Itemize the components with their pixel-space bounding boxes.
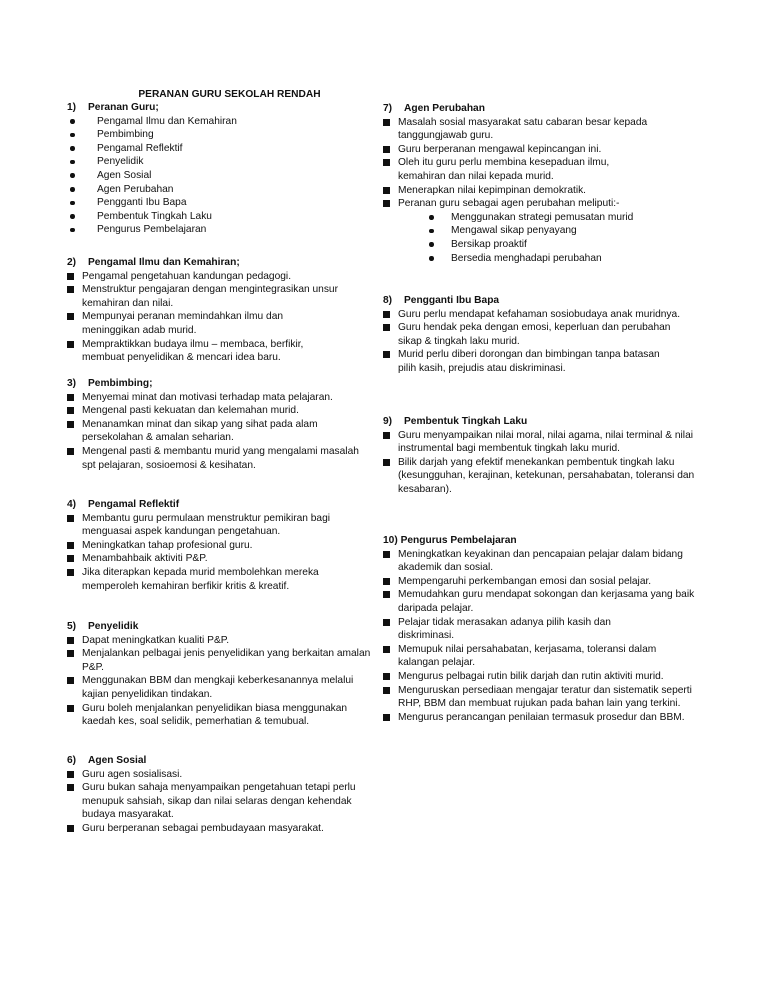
list-item: Mengenal pasti kekuatan dan kelemahan murid. <box>67 404 367 418</box>
list-item: Agen Sosial <box>67 169 367 183</box>
list-item: Menyemai minat dan motivasi terhadap mata pelajaran. <box>67 391 382 405</box>
bullet-icon <box>383 619 390 626</box>
list-item: Menambahbaik aktiviti P&P. <box>67 552 367 566</box>
list-item: Mempunyai peranan memindahkan ilmu dan meninggikan adab murid. <box>67 310 327 337</box>
bullet-icon <box>383 324 390 331</box>
list-item: Pembentuk Tingkah Laku <box>67 210 367 224</box>
bullet-icon <box>67 677 74 684</box>
bullet-icon <box>383 646 390 653</box>
list-item: Dapat meningkatkan kualiti P&P. <box>67 634 367 648</box>
list-item: Meningkatkan keyakinan dan pencapaian pelajar dalam bidang akademik dan sosial. <box>383 548 698 575</box>
bullet-icon <box>383 351 390 358</box>
list-item: Menguruskan persediaan mengajar teratur dan sistematik seperti RHP, BBM dan membuat rujukan pada bahan lain yang terkini. <box>383 684 698 711</box>
list-item: Mempraktikkan budaya ilmu – membaca, berfikir, membuat penyelidikan & mencari idea baru. <box>67 338 344 365</box>
list-item: Guru agen sosialisasi. <box>67 768 367 782</box>
list-item: Guru hendak peka dengan emosi, keperluan dan perubahan sikap & tingkah laku murid. <box>383 321 673 348</box>
bullet-icon <box>67 515 74 522</box>
section-peranan-guru <box>67 101 367 237</box>
bullet-icon <box>383 714 390 721</box>
list-item: Menanamkan minat dan sikap yang sihat pada alam persekolahan & amalan seharian. <box>67 418 362 445</box>
bullet-icon <box>383 159 390 166</box>
list-item: Guru berperanan sebagai pembudayaan masyarakat. <box>67 822 382 836</box>
section-heading: 7) Agen Perubahan <box>383 103 485 114</box>
bullet-icon <box>67 286 74 293</box>
bullet-icon <box>383 187 390 194</box>
section-heading: 8) Pengganti Ibu Bapa <box>383 295 500 306</box>
bullet-icon <box>383 673 390 680</box>
bullet-icon <box>67 705 74 712</box>
page-title: PERANAN GURU SEKOLAH RENDAH <box>138 89 321 100</box>
section-pembimbing <box>67 377 367 472</box>
bullet-icon <box>70 228 75 233</box>
list-item: Pengganti Ibu Bapa <box>67 196 367 210</box>
bullet-icon <box>67 542 74 549</box>
bullet-icon <box>429 256 434 261</box>
list-item: Mempengaruhi perkembangan emosi dan sosial pelajar. <box>383 575 668 589</box>
section-heading: 2) Pengamal Ilmu dan Kemahiran; <box>67 257 240 268</box>
section-pembentuk-tingkah-laku <box>383 415 695 497</box>
list-item: Pengurus Pembelajaran <box>67 223 367 237</box>
list-item: Penyelidik <box>67 155 367 169</box>
bullet-icon <box>383 591 390 598</box>
list-item: Menjalankan pelbagai jenis penyelidikan yang berkaitan amalan P&P. <box>67 647 382 674</box>
list-item: Guru bukan sahaja menyampaikan pengetahuan tetapi perlu menupuk sahsiah, sikap dan nilai selaras dengan kehendak budaya masyarakat. <box>67 781 378 822</box>
bullet-icon <box>383 200 390 207</box>
list-item: Memupuk nilai persahabatan, kerjasama, toleransi dalam kalangan pelajar. <box>383 643 678 670</box>
bullet-icon <box>67 313 74 320</box>
bullet-icon <box>67 555 74 562</box>
list-item: Agen Perubahan <box>67 183 367 197</box>
section-agen-perubahan <box>383 102 683 265</box>
bullet-icon <box>70 160 75 165</box>
list-item: Guru perlu mendapat kefahaman sosiobudaya anak muridnya. <box>383 308 698 322</box>
list-item: Murid perlu diberi dorongan dan bimbingan tanpa batasan pilih kasih, prejudis atau diskriminasi. <box>383 348 673 375</box>
bullet-icon <box>383 432 390 439</box>
section-heading: 4) Pengamal Reflektif <box>67 499 180 510</box>
list-item: Mengenal pasti & membantu murid yang mengalami masalah spt pelajaran, sosioemosi & kesihatan. <box>67 445 364 472</box>
section-heading: 5) Penyelidik <box>67 621 139 632</box>
list-item: Menstruktur pengajaran dengan mengintegrasikan unsur kemahiran dan nilai. <box>67 283 342 310</box>
bullet-icon <box>70 214 75 219</box>
bullet-icon <box>70 133 75 138</box>
section-pengganti-ibu-bapa <box>383 294 683 376</box>
bullet-icon <box>429 215 434 220</box>
bullet-icon <box>383 578 390 585</box>
list-item: Guru menyampaikan nilai moral, nilai agama, nilai terminal & nilai instrumental bagi membentuk tingkah laku murid. <box>383 429 698 456</box>
list-item: Pelajar tidak merasakan adanya pilih kasih dan diskriminasi. <box>383 616 668 643</box>
list-item: Masalah sosial masyarakat satu cabaran besar kepada tanggungjawab guru. <box>383 116 698 143</box>
list-item: Pengamal Reflektif <box>67 142 367 156</box>
list-item: Memudahkan guru mendapat sokongan dan kerjasama yang baik daripada pelajar. <box>383 588 698 615</box>
bullet-icon <box>67 771 74 778</box>
list-item: Menerapkan nilai kepimpinan demokratik. <box>383 184 683 198</box>
list-item: Meningkatkan tahap profesional guru. <box>67 539 367 553</box>
bullet-icon <box>67 407 74 414</box>
bullet-icon <box>383 459 390 466</box>
list-item: Menggunakan BBM dan mengkaji keberkesanannya melalui kajian penyelidikan tindakan. <box>67 674 372 701</box>
section-heading: 3) Pembimbing; <box>67 378 153 389</box>
bullet-icon <box>67 448 74 455</box>
bullet-icon <box>70 119 75 124</box>
sub-list-item: Bersikap proaktif <box>383 238 683 252</box>
bullet-icon <box>70 187 75 192</box>
bullet-icon <box>383 551 390 558</box>
section-pengamal-reflektif <box>67 498 367 593</box>
section-heading: 6) Agen Sosial <box>67 755 147 766</box>
bullet-icon <box>383 146 390 153</box>
list-item: Peranan guru sebagai agen perubahan meliputi:- <box>383 197 683 211</box>
bullet-icon <box>67 341 74 348</box>
bullet-icon <box>429 242 434 247</box>
bullet-icon <box>383 119 390 126</box>
list-item: Mengurus pelbagai rutin bilik darjah dan rutin aktiviti murid. <box>383 670 698 684</box>
list-item: Oleh itu guru perlu membina kesepaduan ilmu, kemahiran dan nilai kepada murid. <box>383 156 653 183</box>
list-item: Guru berperanan mengawal kepincangan ini. <box>383 143 683 157</box>
section-heading: 1) Peranan Guru; <box>67 102 159 113</box>
bullet-icon <box>70 146 75 151</box>
list-item: Pembimbing <box>67 128 367 142</box>
sub-list-item: Menggunakan strategi pemusatan murid <box>383 211 683 225</box>
sub-list-item: Bersedia menghadapi perubahan <box>383 252 683 266</box>
list-item: Pengamal Ilmu dan Kemahiran <box>67 115 367 129</box>
list-item: Jika diterapkan kepada murid membolehkan mereka memperoleh kemahiran berfikir kritis & kreatif. <box>67 566 362 593</box>
list-item: Bilik darjah yang efektif menekankan pembentuk tingkah laku (kesungguhan, kerajinan, ketekunan, persahabatan, toleransi dan kesabaran). <box>383 456 698 497</box>
bullet-icon <box>67 394 74 401</box>
section-heading: 10) Pengurus Pembelajaran <box>383 535 517 546</box>
bullet-icon <box>67 637 74 644</box>
bullet-icon <box>67 421 74 428</box>
bullet-icon <box>383 311 390 318</box>
bullet-icon <box>70 173 75 178</box>
section-pengurus-pembelajaran <box>383 534 695 724</box>
bullet-icon <box>429 229 434 234</box>
list-item: Pengamal pengetahuan kandungan pedagogi. <box>67 270 367 284</box>
bullet-icon <box>67 650 74 657</box>
bullet-icon <box>383 687 390 694</box>
bullet-icon <box>67 273 74 280</box>
section-penyelidik <box>67 620 371 729</box>
list-item: Membantu guru permulaan menstruktur pemikiran bagi menguasai aspek kandungan pengetahuan. <box>67 512 378 539</box>
bullet-icon <box>70 201 75 206</box>
bullet-icon <box>67 825 74 832</box>
section-agen-sosial <box>67 754 367 836</box>
list-item: Guru boleh menjalankan penyelidikan biasa menggunakan kaedah kes, soal selidik, pemerhatian & temubual. <box>67 702 372 729</box>
bullet-icon <box>67 784 74 791</box>
section-pengamal-ilmu <box>67 256 367 365</box>
bullet-icon <box>67 569 74 576</box>
sub-list-item: Mengawal sikap penyayang <box>383 224 683 238</box>
list-item: Mengurus perancangan penilaian termasuk prosedur dan BBM. <box>383 711 698 725</box>
section-heading: 9) Pembentuk Tingkah Laku <box>383 416 528 427</box>
